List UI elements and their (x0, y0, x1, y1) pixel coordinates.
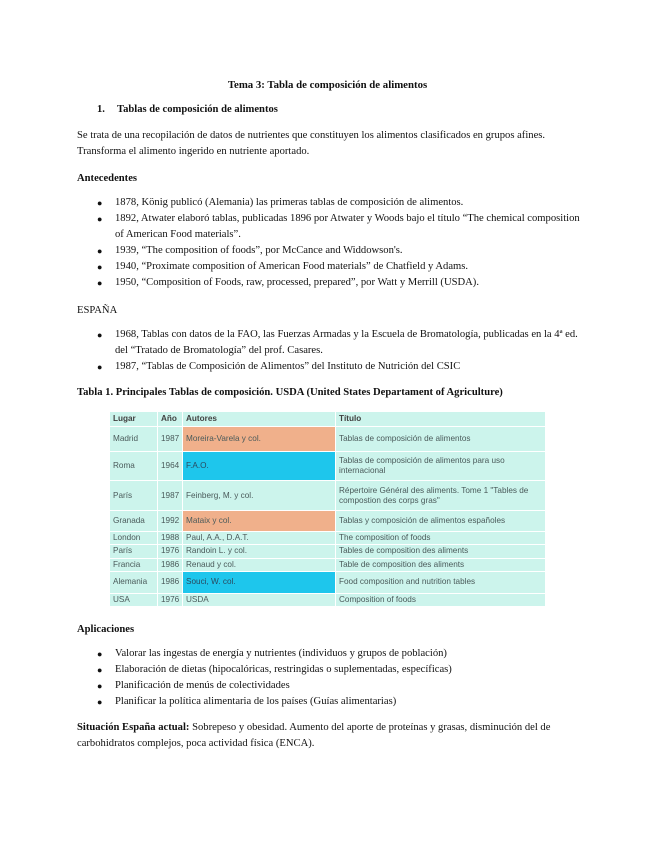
bullet-icon: ● (97, 330, 103, 340)
list-item: ● 1987, “Tablas de Composición de Alimentos” del Instituto de Nutrición del CSIC (97, 359, 587, 375)
table-cell: 1987 (158, 481, 183, 511)
table-cell: 1992 (158, 511, 183, 532)
table-cell: USDA (183, 593, 336, 606)
table-cell: Renaud y col. (183, 558, 336, 571)
list-item: ● Planificar la política alimentaria de los países (Guías alimentarias) (97, 694, 587, 710)
table-cell: Food composition and nutrition tables (336, 571, 546, 593)
bullet-icon: ● (97, 362, 103, 372)
list-item: ● 1939, “The composition of foods”, por McCance and Widdowson's. (97, 243, 587, 259)
table-row (110, 545, 546, 558)
table-cell: Composition of foods (336, 593, 546, 606)
table-row (110, 427, 546, 452)
table-row (110, 558, 546, 571)
espana-list (97, 327, 587, 375)
table-cell: F.A.O. (183, 452, 336, 481)
table-row (110, 481, 546, 511)
table-cell: Francia (110, 558, 158, 571)
list-item: ● 1950, “Composition of Foods, raw, processed, prepared”, por Watt y Merrill (USDA). (97, 275, 587, 291)
table-cell: Tablas y composición de alimentos españoles (336, 511, 546, 532)
table-header-row (110, 412, 546, 427)
list-item: ● 1892, Atwater elaboró tablas, publicadas 1896 por Atwater y Woods bajo el título “The chemical composition of American Food materials”. (97, 213, 580, 240)
table-cell: 1986 (158, 558, 183, 571)
bullet-icon: ● (97, 262, 103, 272)
list-item: ● Elaboración de dietas (hipocalóricas, restringidas o suplementadas, específicas) (97, 662, 587, 678)
table-cell: Feinberg, M. y col. (183, 481, 336, 511)
list-item: ● 1878, König publicó (Alemania) las primeras tablas de composición de alimentos. (97, 195, 587, 211)
table-row (110, 532, 546, 545)
table-cell: Madrid (110, 427, 158, 452)
column-header: Año (158, 412, 183, 427)
table-cell: Moreira-Varela y col. (183, 427, 336, 452)
column-header: Autores (183, 412, 336, 427)
antecedentes-heading: Antecedentes (77, 173, 138, 184)
aplicaciones-list (97, 646, 587, 710)
antecedentes-list (97, 195, 587, 291)
table-cell: Tablas de composición de alimentos para uso internacional (336, 452, 546, 481)
page-title: Tema 3: Tabla de composición de alimentos (227, 79, 428, 91)
table-cell: Répertoire Général des aliments. Tome 1 "Tables de compostion des corps gras" (336, 481, 546, 511)
bullet-icon: ● (97, 697, 103, 707)
table-cell: Souci, W. col. (183, 571, 336, 593)
table-cell: Mataix y col. (183, 511, 336, 532)
espana-heading: ESPAÑA (77, 305, 118, 316)
section-heading (97, 102, 278, 118)
table-cell: London (110, 532, 158, 545)
table-cell: Randoin L. y col. (183, 545, 336, 558)
intro-paragraph: Se trata de una recopilación de datos de nutrientes que constituyen los alimentos clasificados en grupos afines. Transforma el alimento ingerido en nutriente aportado. (77, 130, 546, 157)
aplicaciones-heading: Aplicaciones (77, 624, 135, 635)
table-caption: Tabla 1. Principales Tablas de composición. USDA (United States Departament of Agriculture) (77, 387, 503, 398)
situacion-text: Sobrepeso y obesidad. Aumento del aporte de proteínas y grasas, disminución del de carbohidratos complejos, poca actividad física (ENCA). (77, 722, 551, 749)
table-cell: 1986 (158, 571, 183, 593)
table-cell: The composition of foods (336, 532, 546, 545)
table-cell: Roma (110, 452, 158, 481)
bullet-icon: ● (97, 649, 103, 659)
table-cell: París (110, 481, 158, 511)
table-cell: Tablas de composición de alimentos (336, 427, 546, 452)
table-row (110, 452, 546, 481)
list-item: ● 1940, “Proximate composition of American Food materials” de Chatfield y Adams. (97, 259, 587, 275)
bullet-icon: ● (97, 214, 103, 224)
section-heading-text: Tablas de composición de alimentos (117, 104, 278, 115)
bullet-icon: ● (97, 198, 103, 208)
bullet-icon: ● (97, 246, 103, 256)
table-cell: París (110, 545, 158, 558)
table-cell: Table de composition des aliments (336, 558, 546, 571)
table-cell: 1964 (158, 452, 183, 481)
list-item: ● Planificación de menús de colectividades (97, 678, 587, 694)
composition-table (109, 411, 546, 607)
list-item: ● Valorar las ingestas de energía y nutrientes (individuos y grupos de población) (97, 646, 587, 662)
table-cell: 1988 (158, 532, 183, 545)
bullet-icon: ● (97, 681, 103, 691)
situacion-label: Situación España actual: (77, 722, 190, 733)
column-header: Título (336, 412, 546, 427)
section-number: 1. (97, 104, 105, 115)
table-row (110, 511, 546, 532)
list-item: ● 1968, Tablas con datos de la FAO, las Fuerzas Armadas y la Escuela de Bromatología, publicadas en la 4ª ed. del “Tratado de Bromatología” del prof. Casares. (97, 329, 578, 356)
table-cell: 1987 (158, 427, 183, 452)
table-cell: Paul, A.A., D.A.T. (183, 532, 336, 545)
table-cell: 1976 (158, 545, 183, 558)
situacion-paragraph (77, 720, 587, 752)
table-row (110, 593, 546, 606)
bullet-icon: ● (97, 665, 103, 675)
table-cell: Granada (110, 511, 158, 532)
table-cell: USA (110, 593, 158, 606)
table-cell: Tables de composition des aliments (336, 545, 546, 558)
column-header: Lugar (110, 412, 158, 427)
table-row (110, 571, 546, 593)
bullet-icon: ● (97, 278, 103, 288)
table-cell: 1976 (158, 593, 183, 606)
table-cell: Alemania (110, 571, 158, 593)
